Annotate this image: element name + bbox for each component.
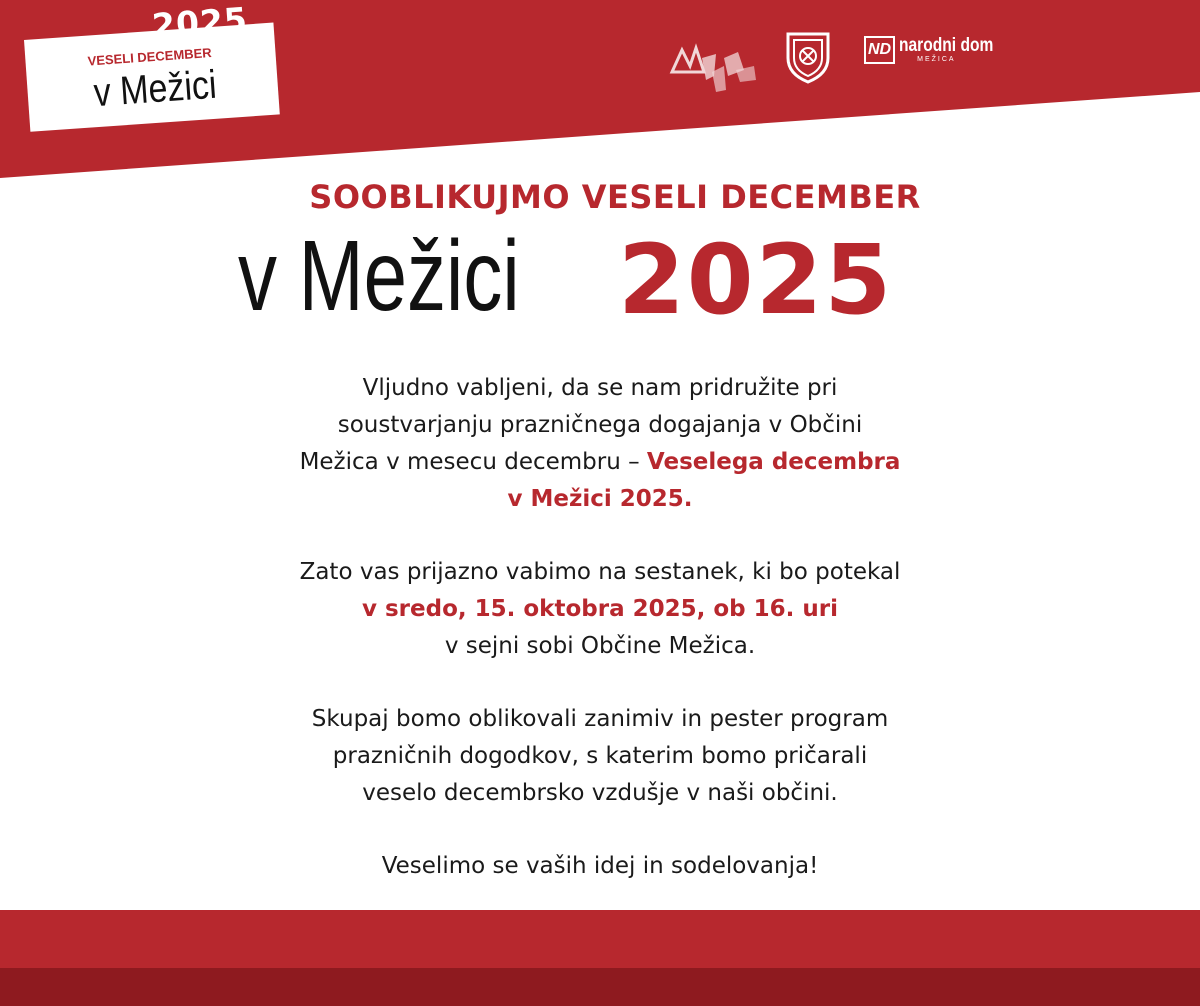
- text-line: Mežica v mesecu decembru –: [299, 449, 647, 475]
- meeting-location: v sejni sobi Občine Mežica.: [444, 633, 756, 659]
- bottom-red-banner: [0, 910, 1200, 1006]
- text-line: Vljudno vabljeni, da se nam pridružite pri: [362, 375, 838, 401]
- event-name-highlight-2: v Mežici 2025.: [507, 486, 693, 512]
- text-line: Skupaj bomo oblikovali zanimiv in pester program: [311, 706, 889, 732]
- meza-logo-icon: [668, 36, 760, 96]
- invitation-body: [200, 370, 1000, 921]
- text-line: soustvarjanju prazničnega dogajanja v Občini: [337, 412, 863, 438]
- text-line: veselo decembrsko vzdušje v naši občini.: [362, 780, 838, 806]
- badge-title: v Mežici: [92, 62, 218, 116]
- paragraph-program: [200, 701, 1000, 812]
- event-name-highlight: Veselega decembra: [646, 449, 901, 475]
- nd-subtitle: MEŽICA: [917, 56, 956, 63]
- headline-kicker: SOOBLIKUJMO VESELI DECEMBER: [309, 178, 921, 216]
- nd-name: narodni dom: [899, 35, 994, 56]
- paragraph-invitation: [200, 370, 1000, 518]
- paragraph-closing: [200, 848, 1000, 885]
- headline-year: 2025: [618, 224, 894, 336]
- badge-year: 2025: [150, 0, 250, 46]
- text-line: prazničnih dogodkov, s katerim bomo pričarali: [332, 743, 868, 769]
- nd-mark: ND: [864, 36, 895, 64]
- mezica-crest-icon: [784, 28, 832, 84]
- meeting-datetime: v sredo, 15. oktobra 2025, ob 16. uri: [361, 596, 838, 622]
- headline-place: v Mežici: [238, 220, 520, 332]
- badge-subtitle: VESELI DECEMBER: [87, 44, 213, 69]
- narodni-dom-logo: [864, 36, 1014, 76]
- closing-line: Veselimo se vaših idej in sodelovanja!: [381, 853, 819, 879]
- text-line: Zato vas prijazno vabimo na sestanek, ki bo potekal: [299, 559, 901, 585]
- paragraph-meeting: [200, 554, 1000, 665]
